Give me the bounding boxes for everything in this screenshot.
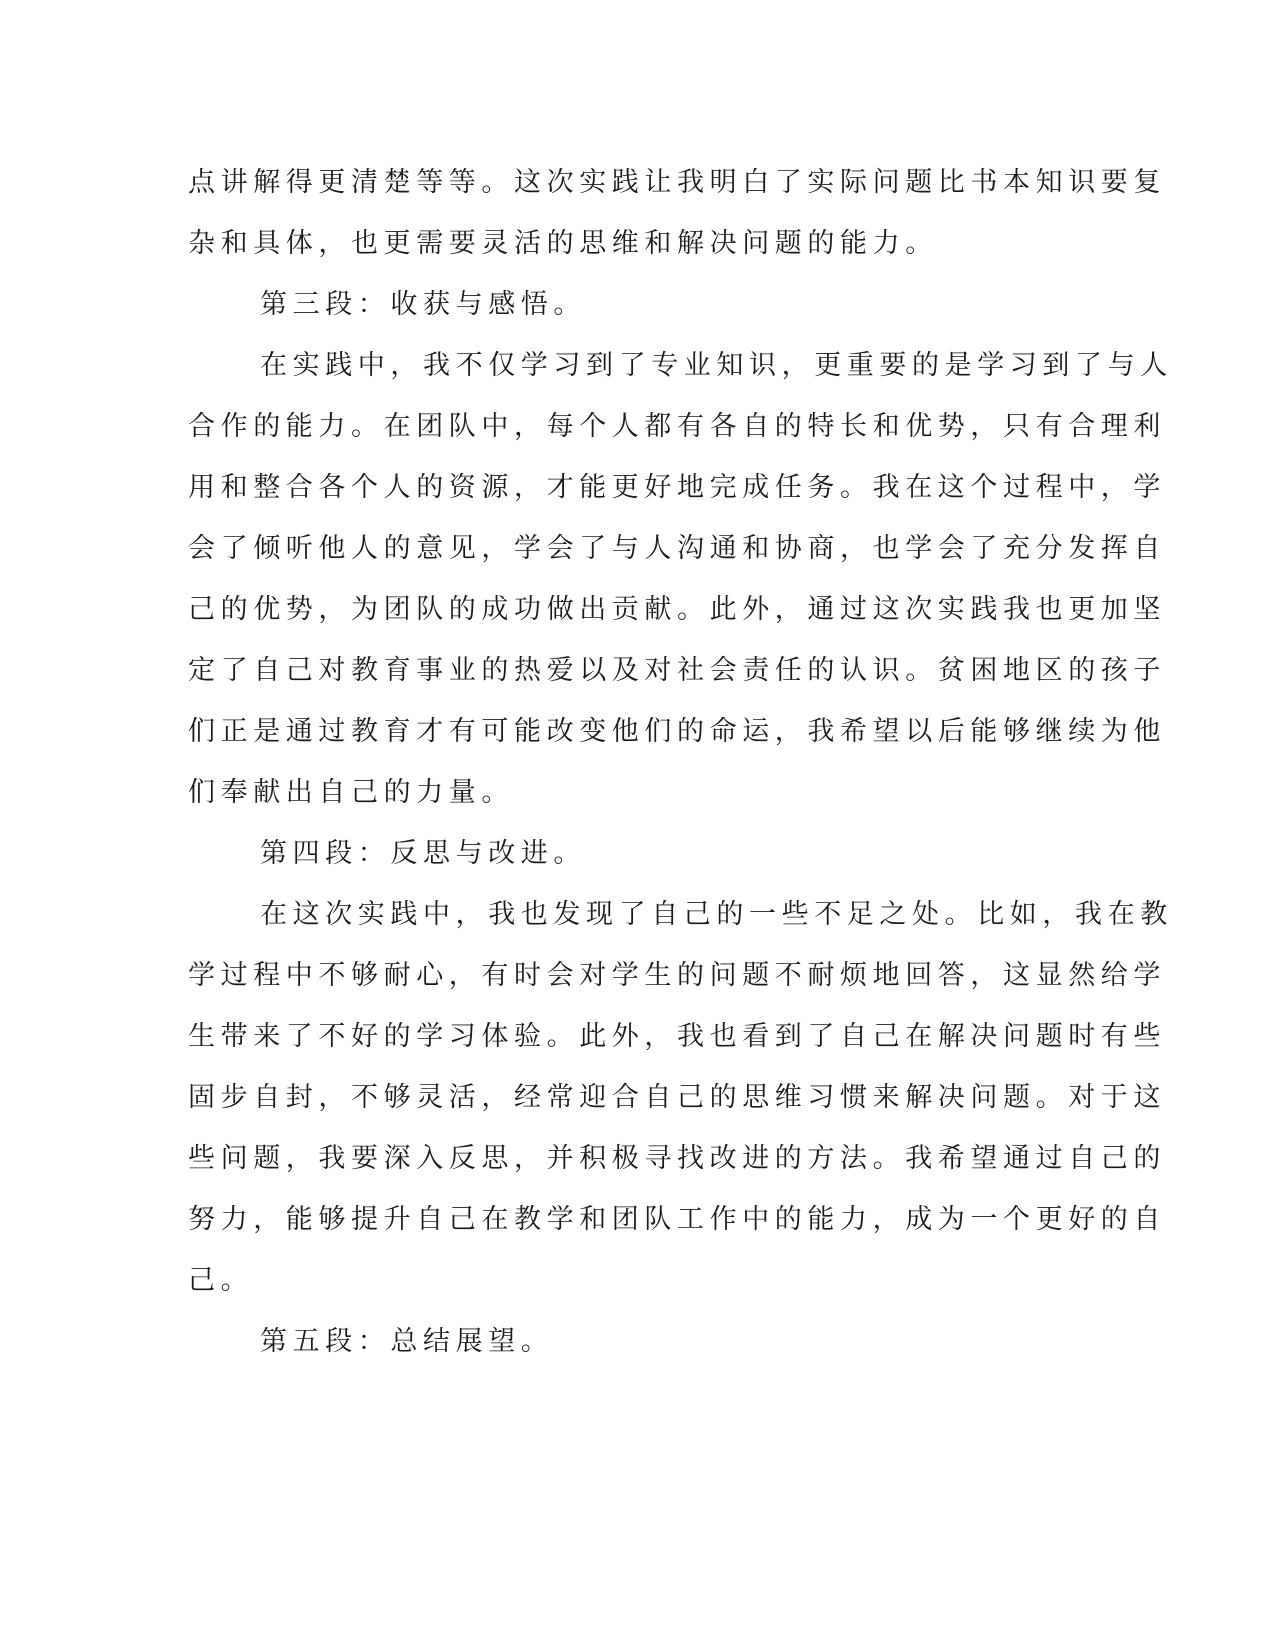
paragraph-first-line: 在这次实践中，我也发现了自己的一些不足之处。比如，我在教 (260, 899, 1173, 930)
body-text-line: 学过程中不够耐心，有时会对学生的问题不耐烦地回答，这显然给学 (188, 960, 1166, 991)
body-text-line: 合作的能力。在团队中，每个人都有各自的特长和优势，只有合理利 (188, 411, 1166, 442)
body-text-line: 努力，能够提升自己在教学和团队工作中的能力，成为一个更好的自 (188, 1204, 1166, 1235)
body-text-line: 会了倾听他人的意见，学会了与人沟通和协商，也学会了充分发挥自 (188, 533, 1166, 564)
body-text-line: 己的优势，为团队的成功做出贡献。此外，通过这次实践我也更加坚 (188, 594, 1166, 625)
body-text-line: 们正是通过教育才有可能改变他们的命运，我希望以后能够继续为他 (188, 716, 1166, 747)
body-text-line: 用和整合各个人的资源，才能更好地完成任务。我在这个过程中，学 (188, 472, 1166, 503)
body-text-line: 们奉献出自己的力量。 (188, 777, 514, 808)
body-text-line: 杂和具体，也更需要灵活的思维和解决问题的能力。 (188, 228, 938, 259)
section-heading-4: 第四段：反思与改进。 (260, 838, 586, 869)
section-heading-5: 第五段：总结展望。 (260, 1326, 554, 1357)
body-text-line: 些问题，我要深入反思，并积极寻找改进的方法。我希望通过自己的 (188, 1143, 1166, 1174)
section-heading-3: 第三段：收获与感悟。 (260, 289, 586, 320)
paragraph-first-line: 在实践中，我不仅学习到了专业知识，更重要的是学习到了与人 (260, 350, 1173, 381)
body-text-line: 点讲解得更清楚等等。这次实践让我明白了实际问题比书本知识要复 (188, 167, 1166, 198)
body-text-line: 固步自封，不够灵活，经常迎合自己的思维习惯来解决问题。对于这 (188, 1082, 1166, 1113)
body-text-line: 己。 (188, 1265, 254, 1296)
body-text-line: 生带来了不好的学习体验。此外，我也看到了自己在解决问题时有些 (188, 1021, 1166, 1052)
body-text-line: 定了自己对教育事业的热爱以及对社会责任的认识。贫困地区的孩子 (188, 655, 1166, 686)
